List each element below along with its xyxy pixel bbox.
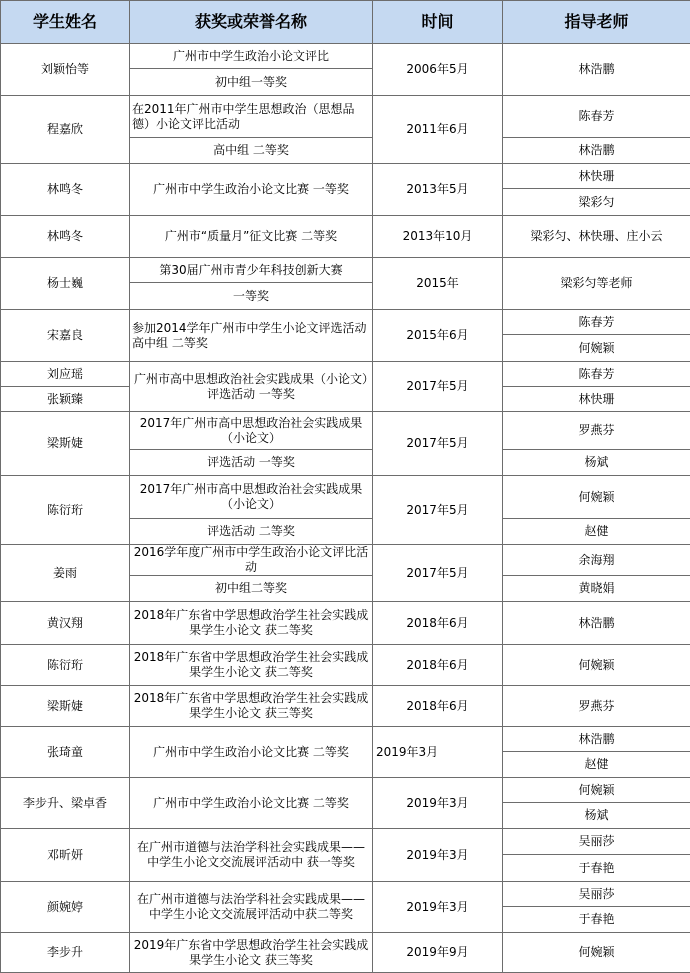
award-name: 2018年广东省中学思想政治学生社会实践成果学生小论文 获三等奖 <box>130 686 373 727</box>
award-name: 广州市高中思想政治社会实践成果（小论文）评选活动 一等奖 <box>130 362 373 412</box>
teacher-name: 赵健 <box>503 752 690 778</box>
award-name: 参加2014学年广州市中学生小论文评选活动高中组 二等奖 <box>130 310 373 362</box>
student-name: 杨士巍 <box>1 258 130 310</box>
teacher-name: 林浩鹏 <box>503 138 690 164</box>
teacher-name: 黄晓娟 <box>503 576 690 602</box>
award-time: 2017年5月 <box>373 476 503 545</box>
teacher-name: 林快珊 <box>503 164 690 189</box>
teacher-name: 何婉颖 <box>503 933 690 973</box>
award-name: 在2011年广州市中学生思想政治（思想品德）小论文评比活动 <box>130 96 373 138</box>
student-name: 邓昕妍 <box>1 829 130 882</box>
header-row <box>1 1 690 44</box>
student-name: 李步升 <box>1 933 130 973</box>
award-time: 2019年9月 <box>373 933 503 973</box>
award-name: 广州市中学生政治小论文评比 <box>130 44 373 69</box>
award-time: 2019年3月 <box>373 778 503 829</box>
award-name: 初中组二等奖 <box>130 576 373 602</box>
student-name: 梁斯婕 <box>1 686 130 727</box>
teacher-name: 罗燕芬 <box>503 412 690 450</box>
award-name: 广州市中学生政治小论文比赛 二等奖 <box>130 778 373 829</box>
award-name: 第30届广州市青少年科技创新大赛 <box>130 258 373 283</box>
teacher-name: 杨斌 <box>503 803 690 829</box>
award-time: 2015年6月 <box>373 310 503 362</box>
header-student: 学生姓名 <box>1 1 130 44</box>
student-name: 林鸣冬 <box>1 164 130 216</box>
teacher-name: 余海翔 <box>503 545 690 576</box>
award-time: 2006年5月 <box>373 44 503 96</box>
table-row <box>1 778 690 803</box>
award-time: 2017年5月 <box>373 362 503 412</box>
teacher-name: 何婉颖 <box>503 335 690 362</box>
teacher-name: 梁彩匀、林快珊、庄小云 <box>503 216 690 258</box>
student-name: 程嘉欣 <box>1 96 130 164</box>
award-time: 2018年6月 <box>373 686 503 727</box>
teacher-name: 林浩鹏 <box>503 727 690 752</box>
teacher-name: 罗燕芬 <box>503 686 690 727</box>
award-time: 2019年3月 <box>373 882 503 933</box>
table-row <box>1 44 690 69</box>
award-name: 2017年广州市高中思想政治社会实践成果（小论文） <box>130 476 373 519</box>
award-name: 初中组一等奖 <box>130 69 373 96</box>
table-row <box>1 258 690 283</box>
award-time: 2019年3月 <box>373 829 503 882</box>
award-name: 2019年广东省中学思想政治学生社会实践成果学生小论文 获三等奖 <box>130 933 373 973</box>
student-name: 刘应瑶 <box>1 362 130 387</box>
teacher-name: 林快珊 <box>503 387 690 412</box>
award-time: 2017年5月 <box>373 412 503 476</box>
table-row <box>1 882 690 907</box>
table-row <box>1 412 690 450</box>
award-name: 广州市中学生政治小论文比赛 一等奖 <box>130 164 373 216</box>
award-name: 2017年广州市高中思想政治社会实践成果（小论文） <box>130 412 373 450</box>
teacher-name: 何婉颖 <box>503 778 690 803</box>
teacher-name: 吴丽莎 <box>503 829 690 855</box>
award-time: 2013年5月 <box>373 164 503 216</box>
award-name: 评选活动 二等奖 <box>130 519 373 545</box>
student-name: 黄汉翔 <box>1 602 130 645</box>
table-row <box>1 216 690 258</box>
header-time: 时间 <box>373 1 503 44</box>
teacher-name: 林浩鹏 <box>503 44 690 96</box>
award-name: 广州市中学生政治小论文比赛 二等奖 <box>130 727 373 778</box>
table-row <box>1 362 690 387</box>
award-name: 2018年广东省中学思想政治学生社会实践成果学生小论文 获二等奖 <box>130 645 373 686</box>
student-name: 林鸣冬 <box>1 216 130 258</box>
teacher-name: 梁彩匀 <box>503 189 690 216</box>
student-name: 陈衍珩 <box>1 645 130 686</box>
teacher-name: 梁彩匀等老师 <box>503 258 690 310</box>
teacher-name: 赵健 <box>503 519 690 545</box>
student-name: 张琦童 <box>1 727 130 778</box>
student-name: 刘颖怡等 <box>1 44 130 96</box>
student-name: 张颖臻 <box>1 387 130 412</box>
table-row <box>1 645 690 686</box>
table-row <box>1 686 690 727</box>
table-row <box>1 310 690 335</box>
award-time: 2013年10月 <box>373 216 503 258</box>
award-time: 2011年6月 <box>373 96 503 164</box>
award-time: 2018年6月 <box>373 645 503 686</box>
table-row <box>1 933 690 973</box>
student-name: 宋嘉良 <box>1 310 130 362</box>
award-time: 2017年5月 <box>373 545 503 602</box>
teacher-name: 吴丽莎 <box>503 882 690 907</box>
teacher-name: 陈春芳 <box>503 310 690 335</box>
student-name: 陈衍珩 <box>1 476 130 545</box>
award-name: 广州市“质量月”征文比赛 二等奖 <box>130 216 373 258</box>
teacher-name: 林浩鹏 <box>503 602 690 645</box>
teacher-name: 何婉颖 <box>503 645 690 686</box>
award-name: 2018年广东省中学思想政治学生社会实践成果学生小论文 获二等奖 <box>130 602 373 645</box>
teacher-name: 杨斌 <box>503 450 690 476</box>
teacher-name: 何婉颖 <box>503 476 690 519</box>
table-row <box>1 727 690 752</box>
award-time: 2019年3月 <box>373 727 503 778</box>
award-time: 2015年 <box>373 258 503 310</box>
teacher-name: 于春艳 <box>503 855 690 882</box>
student-name: 颜婉婷 <box>1 882 130 933</box>
student-name: 姜雨 <box>1 545 130 602</box>
table-row <box>1 545 690 576</box>
award-name: 高中组 二等奖 <box>130 138 373 164</box>
teacher-name: 于春艳 <box>503 907 690 933</box>
header-teacher: 指导老师 <box>503 1 690 44</box>
table-row <box>1 164 690 189</box>
table-row <box>1 96 690 138</box>
table-row <box>1 602 690 645</box>
student-name: 李步升、梁卓香 <box>1 778 130 829</box>
student-name: 梁斯婕 <box>1 412 130 476</box>
teacher-name: 陈春芳 <box>503 96 690 138</box>
award-name: 一等奖 <box>130 283 373 310</box>
table-row <box>1 829 690 855</box>
award-name: 2016学年度广州市中学生政治小论文评比活动 <box>130 545 373 576</box>
teacher-name: 陈春芳 <box>503 362 690 387</box>
table-row <box>1 476 690 519</box>
award-time: 2018年6月 <box>373 602 503 645</box>
award-name: 在广州市道德与法治学科社会实践成果——中学生小论文交流展评活动中获二等奖 <box>130 882 373 933</box>
header-award: 获奖或荣誉名称 <box>130 1 373 44</box>
award-name: 评选活动 一等奖 <box>130 450 373 476</box>
award-name: 在广州市道德与法治学科社会实践成果——中学生小论文交流展评活动中 获一等奖 <box>130 829 373 882</box>
